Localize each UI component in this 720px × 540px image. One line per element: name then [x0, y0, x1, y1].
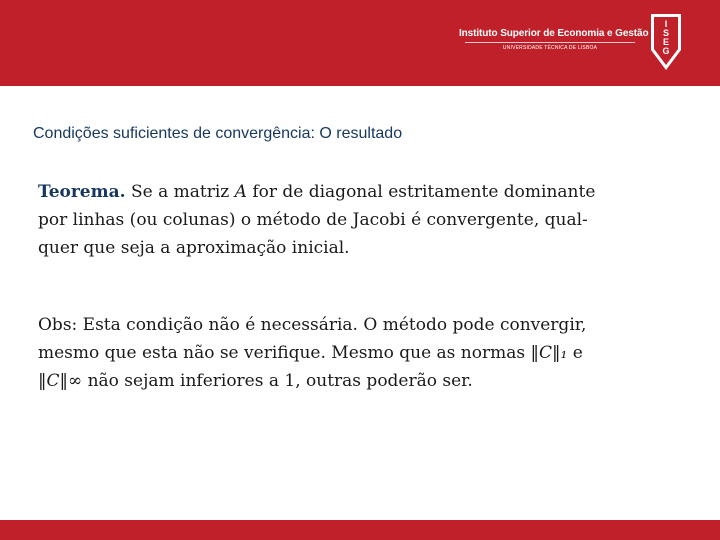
theorem-text-1b: for de diagonal estritamente dominante [246, 182, 596, 202]
observation-line-2 [38, 339, 670, 367]
theorem-text-1a: Se a matriz [130, 182, 235, 202]
seal-letter-s: S [662, 28, 670, 38]
footer-bar [0, 520, 720, 540]
institution-block [459, 28, 649, 51]
theorem-line-2: por linhas (ou colunas) o método de Jacobi é convergente, qual- [38, 210, 588, 230]
header-bar [0, 0, 720, 86]
norm-infinity: ‖C‖∞ [38, 371, 83, 391]
slide-title: Condições suficientes de convergência: O resultado [33, 125, 403, 142]
seal-letter-g: G [662, 46, 670, 56]
observation-block [38, 311, 670, 395]
university-name: UNIVERSIDADE TÉCNICA DE LISBOA [502, 45, 598, 51]
institution-name: Instituto Superior de Economia e Gestão [459, 28, 649, 39]
matrix-symbol: A [234, 182, 247, 202]
institution-divider [465, 42, 635, 43]
iseg-shield-logo [648, 12, 684, 72]
theorem-line-1 [38, 178, 670, 206]
seal-letter-i: I [664, 19, 668, 29]
seal-letter-e: E [662, 37, 670, 47]
observation-text-2a: mesmo que esta não se verifique. Mesmo que as normas [38, 343, 531, 363]
theorem-label: Teorema. [38, 182, 126, 202]
theorem-line-3: quer que seja a aproximação inicial. [38, 238, 350, 258]
observation-text-2b: e [567, 343, 583, 363]
observation-line-3 [38, 367, 670, 395]
theorem-block [38, 178, 670, 262]
observation-text-3: não sejam inferiores a 1, outras poderão ser. [82, 371, 473, 391]
observation-line-1: Obs: Esta condição não é necessária. O método pode convergir, [38, 315, 587, 335]
norm-1: ‖C‖₁ [530, 343, 568, 363]
